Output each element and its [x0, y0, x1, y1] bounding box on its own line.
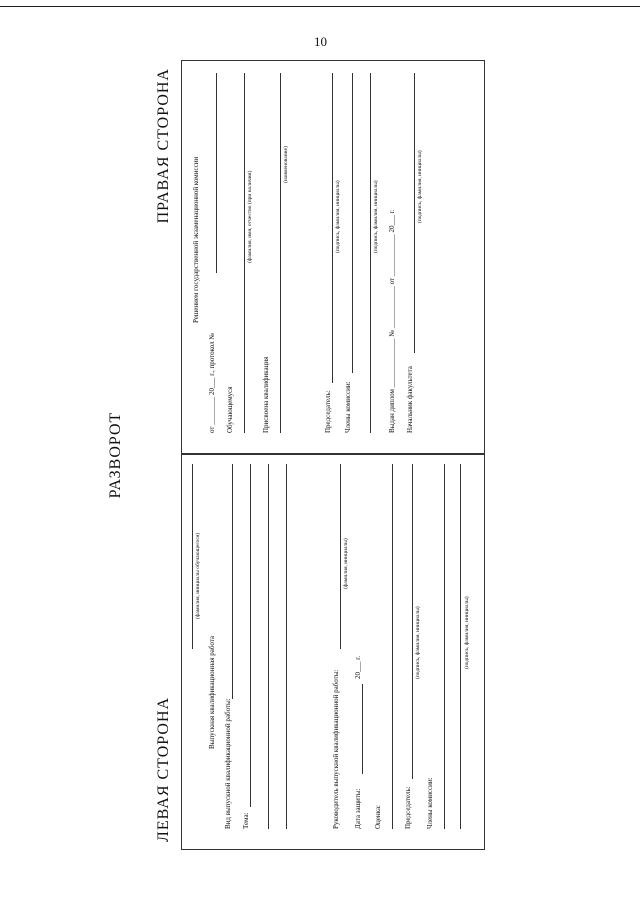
- qualification-label: Присвоена квалификация: [262, 356, 270, 433]
- decision-date-row: от ________ 20___ г., протокол №: [208, 332, 216, 433]
- spread-title: РАЗВОРОТ: [107, 411, 124, 499]
- right-chair-caption: (подпись, фамилия, инициалы): [335, 180, 341, 253]
- topic-line-2: [268, 464, 269, 829]
- defense-year-prefix: 20: [354, 672, 362, 679]
- right-members-caption: (подпись, фамилия, инициалы): [373, 180, 379, 253]
- right-members-line-1: [352, 73, 353, 373]
- left-side-form: [181, 454, 485, 850]
- page-number: 10: [314, 34, 327, 49]
- dean-line: [414, 73, 415, 353]
- rotated-spread: [107, 60, 485, 850]
- dean-caption: (подпись, фамилия, инициалы): [417, 150, 423, 223]
- topic-label: Тема:: [242, 812, 250, 829]
- members-line-2: [460, 464, 461, 829]
- student-name-line: [192, 464, 193, 649]
- diploma-row: Выдан диплом ______________ № ____________ от ____________ 20___ г.: [388, 209, 396, 433]
- diploma-number-sign: №: [388, 329, 396, 337]
- student-caption: (фамилия, имя, отчество (при наличии): [247, 170, 253, 263]
- chair-caption: (подпись, фамилия, инициалы): [415, 606, 421, 679]
- spread-sheet: [107, 60, 485, 850]
- work-type-label: Вид выпускной квалификационной работы:: [224, 698, 232, 829]
- student-name-caption: (фамилия, инициалы обучающегося): [195, 532, 201, 619]
- decision-from: от: [208, 426, 216, 433]
- qualification-caption: (наименование): [283, 146, 289, 183]
- defense-year-suffix: г.: [354, 655, 362, 660]
- diploma-year-suffix: г.: [388, 209, 396, 214]
- grade-line: [392, 464, 393, 829]
- left-side-header: ЛЕВАЯ СТОРОНА: [155, 696, 172, 842]
- chair-label: Председатель:: [404, 786, 412, 829]
- diploma-from: от: [388, 277, 396, 285]
- work-type-line: [232, 464, 233, 699]
- protocol-label: г., протокол №: [208, 332, 216, 376]
- defense-date-line: [362, 684, 363, 774]
- grade-label: Оценка:: [374, 804, 382, 829]
- defense-date-label: Дата защиты:: [354, 788, 362, 829]
- defense-year: 20___ г.: [354, 655, 362, 679]
- student-label: Обучающемуся: [226, 386, 234, 433]
- members-label: Члены комиссии:: [426, 777, 434, 829]
- topic-line-3: [286, 464, 287, 829]
- decision-year: 20: [208, 388, 216, 396]
- members-caption: (подпись, фамилия, инициалы): [464, 596, 470, 669]
- dean-label: Начальник факультета: [406, 366, 414, 433]
- right-side-header: ПРАВАЯ СТОРОНА: [155, 68, 172, 224]
- topic-line-1: [250, 464, 251, 807]
- members-line-1: [444, 464, 445, 829]
- diploma-label: Выдан диплом: [388, 389, 396, 433]
- supervisor-caption: (фамилия, инициалы): [343, 538, 349, 589]
- protocol-line: [216, 73, 217, 273]
- supervisor-line: [340, 464, 341, 649]
- right-side-form: [181, 60, 485, 454]
- right-chair-line: [332, 73, 333, 383]
- qualification-line: [280, 73, 281, 433]
- right-chair-label: Председатель:: [324, 390, 332, 433]
- student-line: [244, 73, 245, 433]
- work-title: Выпускная квалификационная работа: [208, 635, 216, 749]
- chair-line: [412, 464, 413, 779]
- decision-text: Решением государственной экзаменационной комиссии: [192, 156, 200, 323]
- diploma-year: 20: [388, 225, 396, 233]
- supervisor-label: Руководитель выпускной квалификационной работы:: [332, 669, 340, 829]
- right-members-line-2: [370, 73, 371, 433]
- right-members-label: Члены комиссии:: [344, 381, 352, 433]
